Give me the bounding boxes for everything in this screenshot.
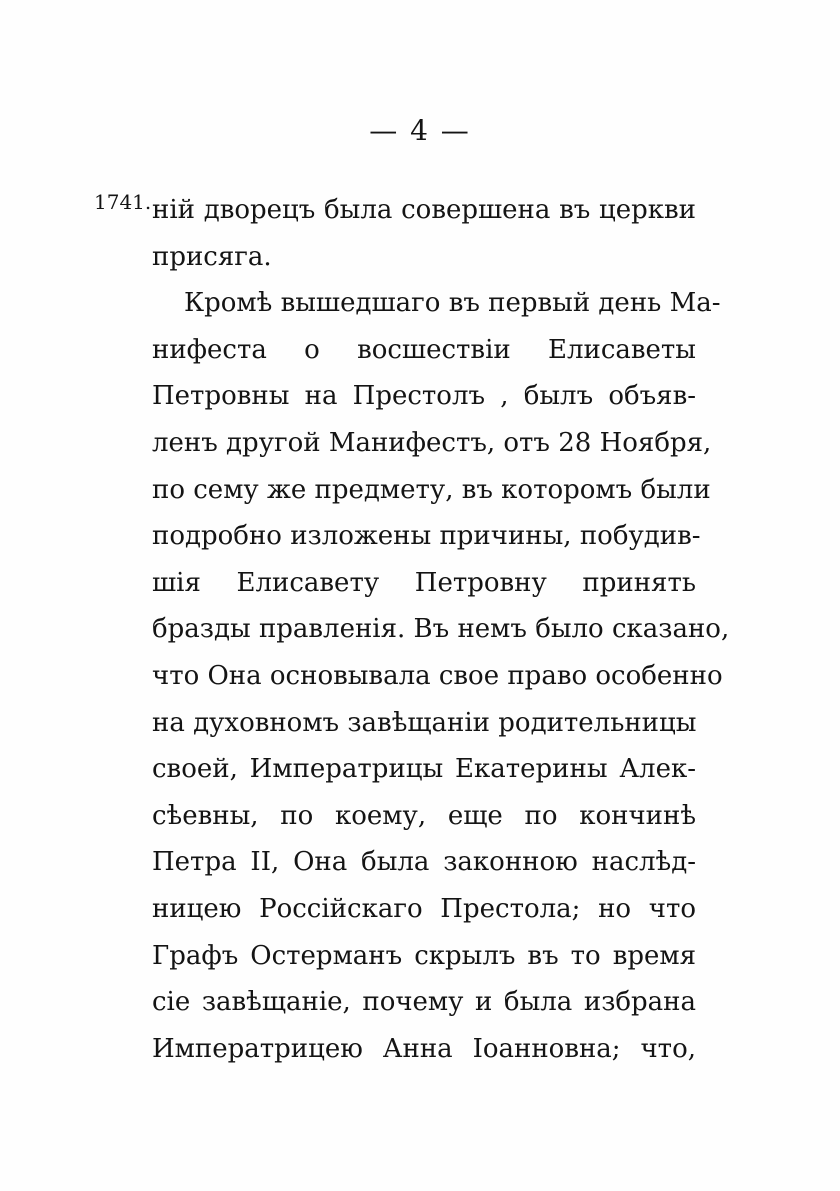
text-line: присяга. [152, 241, 272, 272]
text-line: Графъ Остерманъ скрылъ въ то время [152, 940, 696, 971]
text-line: сѣевны, по коему, еще по кончинѣ [152, 800, 696, 831]
text-line: ницею Россійскаго Престола; но что [152, 893, 696, 924]
page-number: — 4 — [369, 114, 471, 147]
text-line: Кромѣ вышедшаго въ первый день Ма- [184, 288, 721, 319]
text-line: что Она основывала свое право особенно [152, 660, 723, 691]
text-line: Петровны на Престолъ , былъ объяв- [152, 381, 696, 412]
text-line: на духовномъ завѣщаніи родительницы [152, 707, 697, 738]
text-line: Императрицею Анна Іоанновна; что, [152, 1033, 696, 1064]
margin-year-note: 1741. [94, 190, 152, 214]
text-line: сіе завѣщаніе, почему и была избрана [152, 987, 696, 1018]
text-line: ленъ другой Манифестъ, отъ 28 Ноября, [152, 427, 712, 458]
text-line: по сему же предмету, въ которомъ были [152, 474, 711, 505]
body-text [152, 190, 730, 1075]
text-line: Петра II, Она была законною наслѣд- [152, 847, 696, 878]
text-line: подробно изложены причины, побудив- [152, 521, 701, 552]
text-line: ній дворецъ была совершена въ церкви [152, 195, 696, 225]
text-line: своей, Императрицы Екатерины Алек- [152, 754, 696, 785]
text-line: нифеста о восшествіи Елисаветы [152, 334, 696, 365]
text-line: бразды правленія. Въ немъ было сказано, [152, 614, 730, 645]
text-line: шія Елисавету Петровну принять [152, 567, 696, 598]
